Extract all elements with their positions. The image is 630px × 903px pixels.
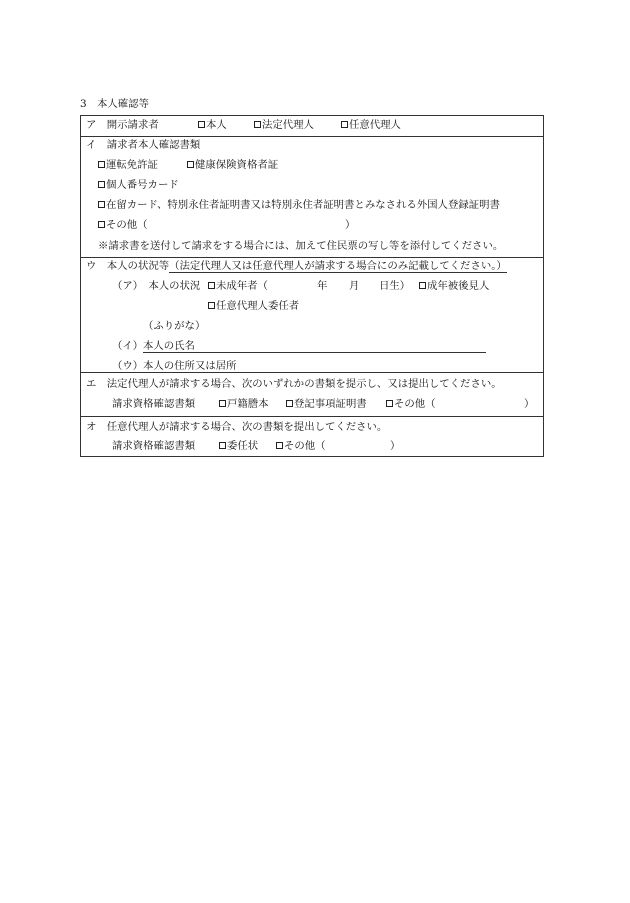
legal-agent-doc-label: 請求資格確認書類 xyxy=(112,398,196,410)
checkbox-icon[interactable] xyxy=(254,121,261,128)
id-option-residence-card[interactable]: 在留カード、特別永住者証明書又は特別永住者証明書とみなされる外国人登録証明書 xyxy=(98,199,500,212)
person-name-label: 本人の氏名 xyxy=(143,340,195,352)
checkbox-icon[interactable] xyxy=(341,121,348,128)
checkbox-icon[interactable] xyxy=(219,400,226,407)
checkbox-icon[interactable] xyxy=(98,201,105,208)
section-heading: 3 本人確認等 xyxy=(80,98,149,110)
requester-label: ア 開示請求者 xyxy=(86,119,159,131)
name-number: （イ） xyxy=(112,340,144,352)
status-option-delegator[interactable]: 任意代理人委任者 xyxy=(208,300,299,313)
id-option-my-number-card[interactable]: 個人番号カード xyxy=(98,179,179,192)
id-option-drivers-license[interactable]: 運転免許証 xyxy=(98,159,158,172)
checkbox-icon[interactable] xyxy=(98,161,105,168)
voluntary-agent-doc-label: 請求資格確認書類 xyxy=(112,440,196,452)
voluntary-agent-instruction: オ 任意代理人が請求する場合、次の書類を提出してください。 xyxy=(86,421,388,433)
address-number: （ウ） xyxy=(112,360,144,372)
requester-id-docs-label: イ 請求者本人確認書類 xyxy=(86,139,201,151)
checkbox-icon[interactable] xyxy=(219,442,226,449)
checkbox-icon[interactable] xyxy=(419,282,426,289)
voluntary-option-other[interactable]: その他（ xyxy=(276,440,326,453)
person-name-input-line[interactable] xyxy=(143,352,486,353)
status-label: （ア） 本人の状況 xyxy=(112,280,201,292)
checkbox-icon[interactable] xyxy=(386,400,393,407)
person-status-heading: ウ 本人の状況等（法定代理人又は任意代理人が請求する場合にのみ記載してください。） xyxy=(86,260,507,272)
checkbox-icon[interactable] xyxy=(276,442,283,449)
id-option-health-insurance[interactable]: 健康保険資格者証 xyxy=(187,159,278,172)
person-status-note: （法定代理人又は任意代理人が請求する場合にのみ記載してください。） xyxy=(169,260,507,272)
checkbox-icon[interactable] xyxy=(286,400,293,407)
checkbox-icon[interactable] xyxy=(98,181,105,188)
requester-option-legal-agent[interactable]: 法定代理人 xyxy=(254,119,314,132)
legal-other-close: ） xyxy=(524,398,535,410)
legal-option-family-register[interactable]: 戸籍謄本 xyxy=(219,398,269,411)
legal-option-other[interactable]: その他（ xyxy=(386,398,436,411)
furigana-label: （ふりがな） xyxy=(143,320,206,332)
id-other-close: ） xyxy=(345,219,356,231)
birth-month-unit: 月 xyxy=(349,280,360,292)
person-address-input-line[interactable] xyxy=(143,372,486,373)
voluntary-option-power-of-attorney[interactable]: 委任状 xyxy=(219,440,258,453)
requester-option-self[interactable]: 本人 xyxy=(198,119,227,132)
legal-option-registry-certificate[interactable]: 登記事項証明書 xyxy=(286,398,367,411)
person-address-label: 本人の住所又は居所 xyxy=(143,360,237,372)
status-option-adult-ward[interactable]: 成年被後見人 xyxy=(419,280,489,293)
id-option-other[interactable]: その他（ xyxy=(98,219,148,232)
checkbox-icon[interactable] xyxy=(208,282,215,289)
checkbox-icon[interactable] xyxy=(198,121,205,128)
checkbox-icon[interactable] xyxy=(98,221,105,228)
row-divider xyxy=(81,136,543,137)
row-divider xyxy=(81,416,543,417)
status-option-minor[interactable]: 未成年者（ xyxy=(208,280,268,293)
legal-agent-instruction: エ 法定代理人が請求する場合、次のいずれかの書類を提示し、又は提出してください。 xyxy=(86,378,502,390)
voluntary-other-close: ） xyxy=(390,440,401,452)
requester-option-voluntary-agent[interactable]: 任意代理人 xyxy=(341,119,401,132)
row-divider xyxy=(81,257,543,258)
birth-year-unit: 年 xyxy=(317,280,328,292)
id-docs-note: ※請求書を送付して請求をする場合には、加えて住民票の写し等を添付してください。 xyxy=(98,240,504,252)
checkbox-icon[interactable] xyxy=(208,302,215,309)
birth-day-close: 日生） xyxy=(379,280,411,292)
checkbox-icon[interactable] xyxy=(187,161,194,168)
